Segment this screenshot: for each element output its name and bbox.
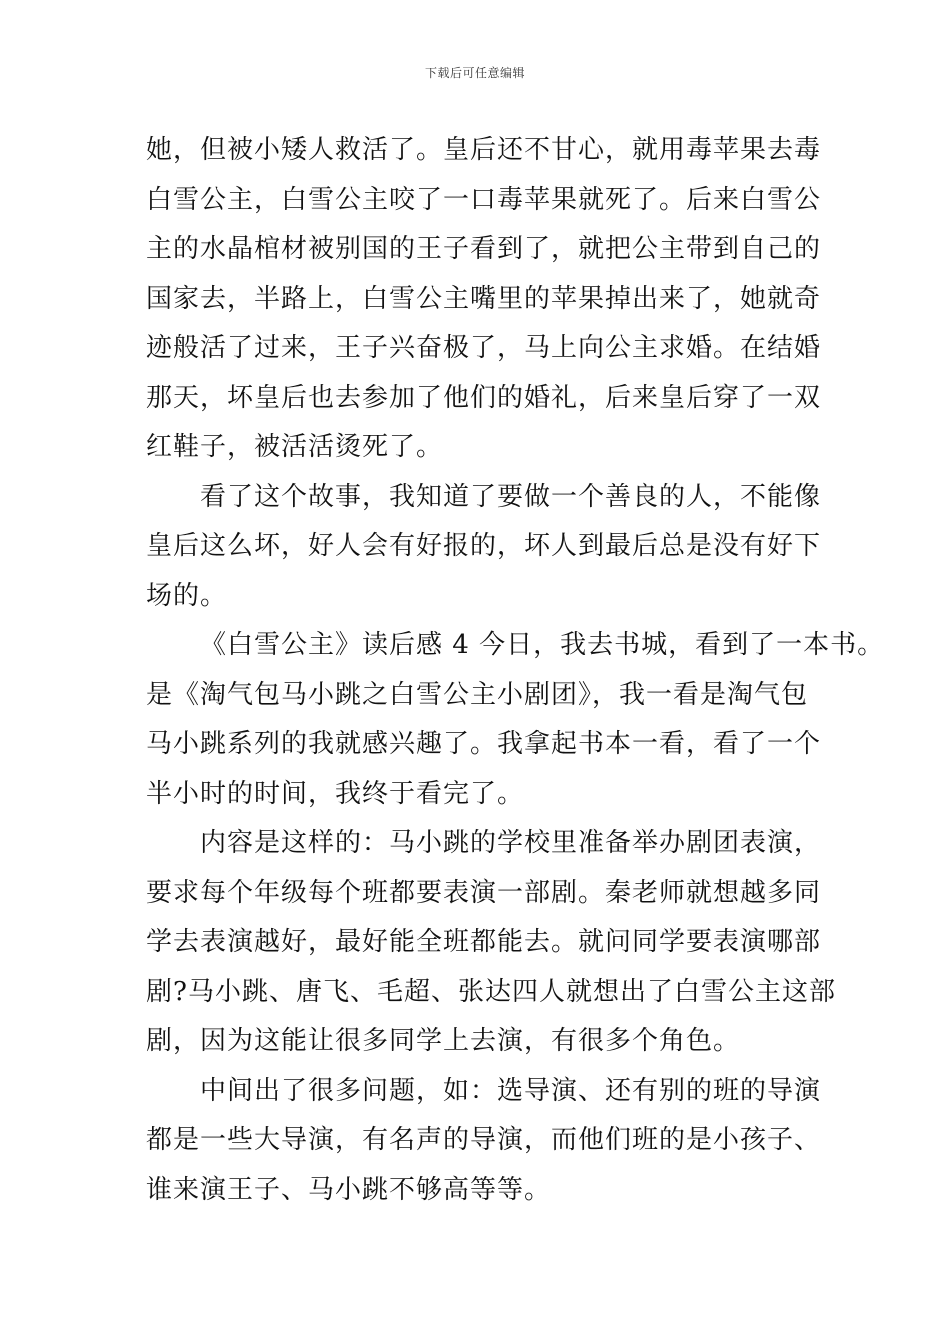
text-line: 场的。 <box>146 580 228 611</box>
text-line: 白雪公主，白雪公主咬了一口毒苹果就死了。后来白雪公 <box>146 184 822 215</box>
text-line: 半小时的时间，我终于看完了。 <box>146 778 525 809</box>
text-line: 红鞋子，被活活烫死了。 <box>146 432 444 462</box>
paragraph-first-line: 看了这个故事，我知道了要做一个善良的人，不能像 <box>200 481 822 512</box>
text-line: 主的水晶棺材被别国的王子看到了，就把公主带到自己的 <box>146 234 822 264</box>
paragraph-first-line: 中间出了很多问题，如：选导演、还有别的班的导演 <box>200 1075 822 1106</box>
text-line: 国家去，半路上，白雪公主嘴里的苹果掉出来了，她就奇 <box>146 283 822 314</box>
page-header: 下载后可任意编辑 <box>424 66 525 80</box>
text-line: 她，但被小矮人救活了。皇后还不甘心，就用毒苹果去毒 <box>146 135 822 165</box>
paragraph-first-line: 《白雪公主》读后感 4 今日，我去书城，看到了一本书。 <box>200 630 885 660</box>
text-line: 剧?马小跳、唐飞、毛超、张达四人就想出了白雪公主这部 <box>146 976 836 1007</box>
text-line: 要求每个年级每个班都要表演一部剧。秦老师就想越多同 <box>146 877 822 908</box>
text-line: 谁来演王子、马小跳不够高等等。 <box>146 1174 552 1205</box>
text-line: 都是一些大导演，有名声的导演，而他们班的是小孩子、 <box>146 1125 822 1155</box>
paragraph-first-line: 内容是这样的：马小跳的学校里准备举办剧团表演， <box>200 828 822 858</box>
document-body <box>146 126 885 1215</box>
text-line: 是《淘气包马小跳之白雪公主小剧团》，我一看是淘气包 <box>146 679 809 710</box>
text-line: 迹般活了过来，王子兴奋极了，马上向公主求婚。在结婚 <box>146 333 822 363</box>
text-line: 皇后这么坏，好人会有好报的，坏人到最后总是没有好下 <box>146 531 822 561</box>
text-line: 马小跳系列的我就感兴趣了。我拿起书本一看，看了一个 <box>146 729 822 759</box>
text-line: 学去表演越好，最好能全班都能去。就问同学要表演哪部 <box>146 927 822 957</box>
text-line: 剧，因为这能让很多同学上去演，有很多个角色。 <box>146 1026 741 1056</box>
text-line: 那天，坏皇后也去参加了他们的婚礼，后来皇后穿了一双 <box>146 382 822 413</box>
